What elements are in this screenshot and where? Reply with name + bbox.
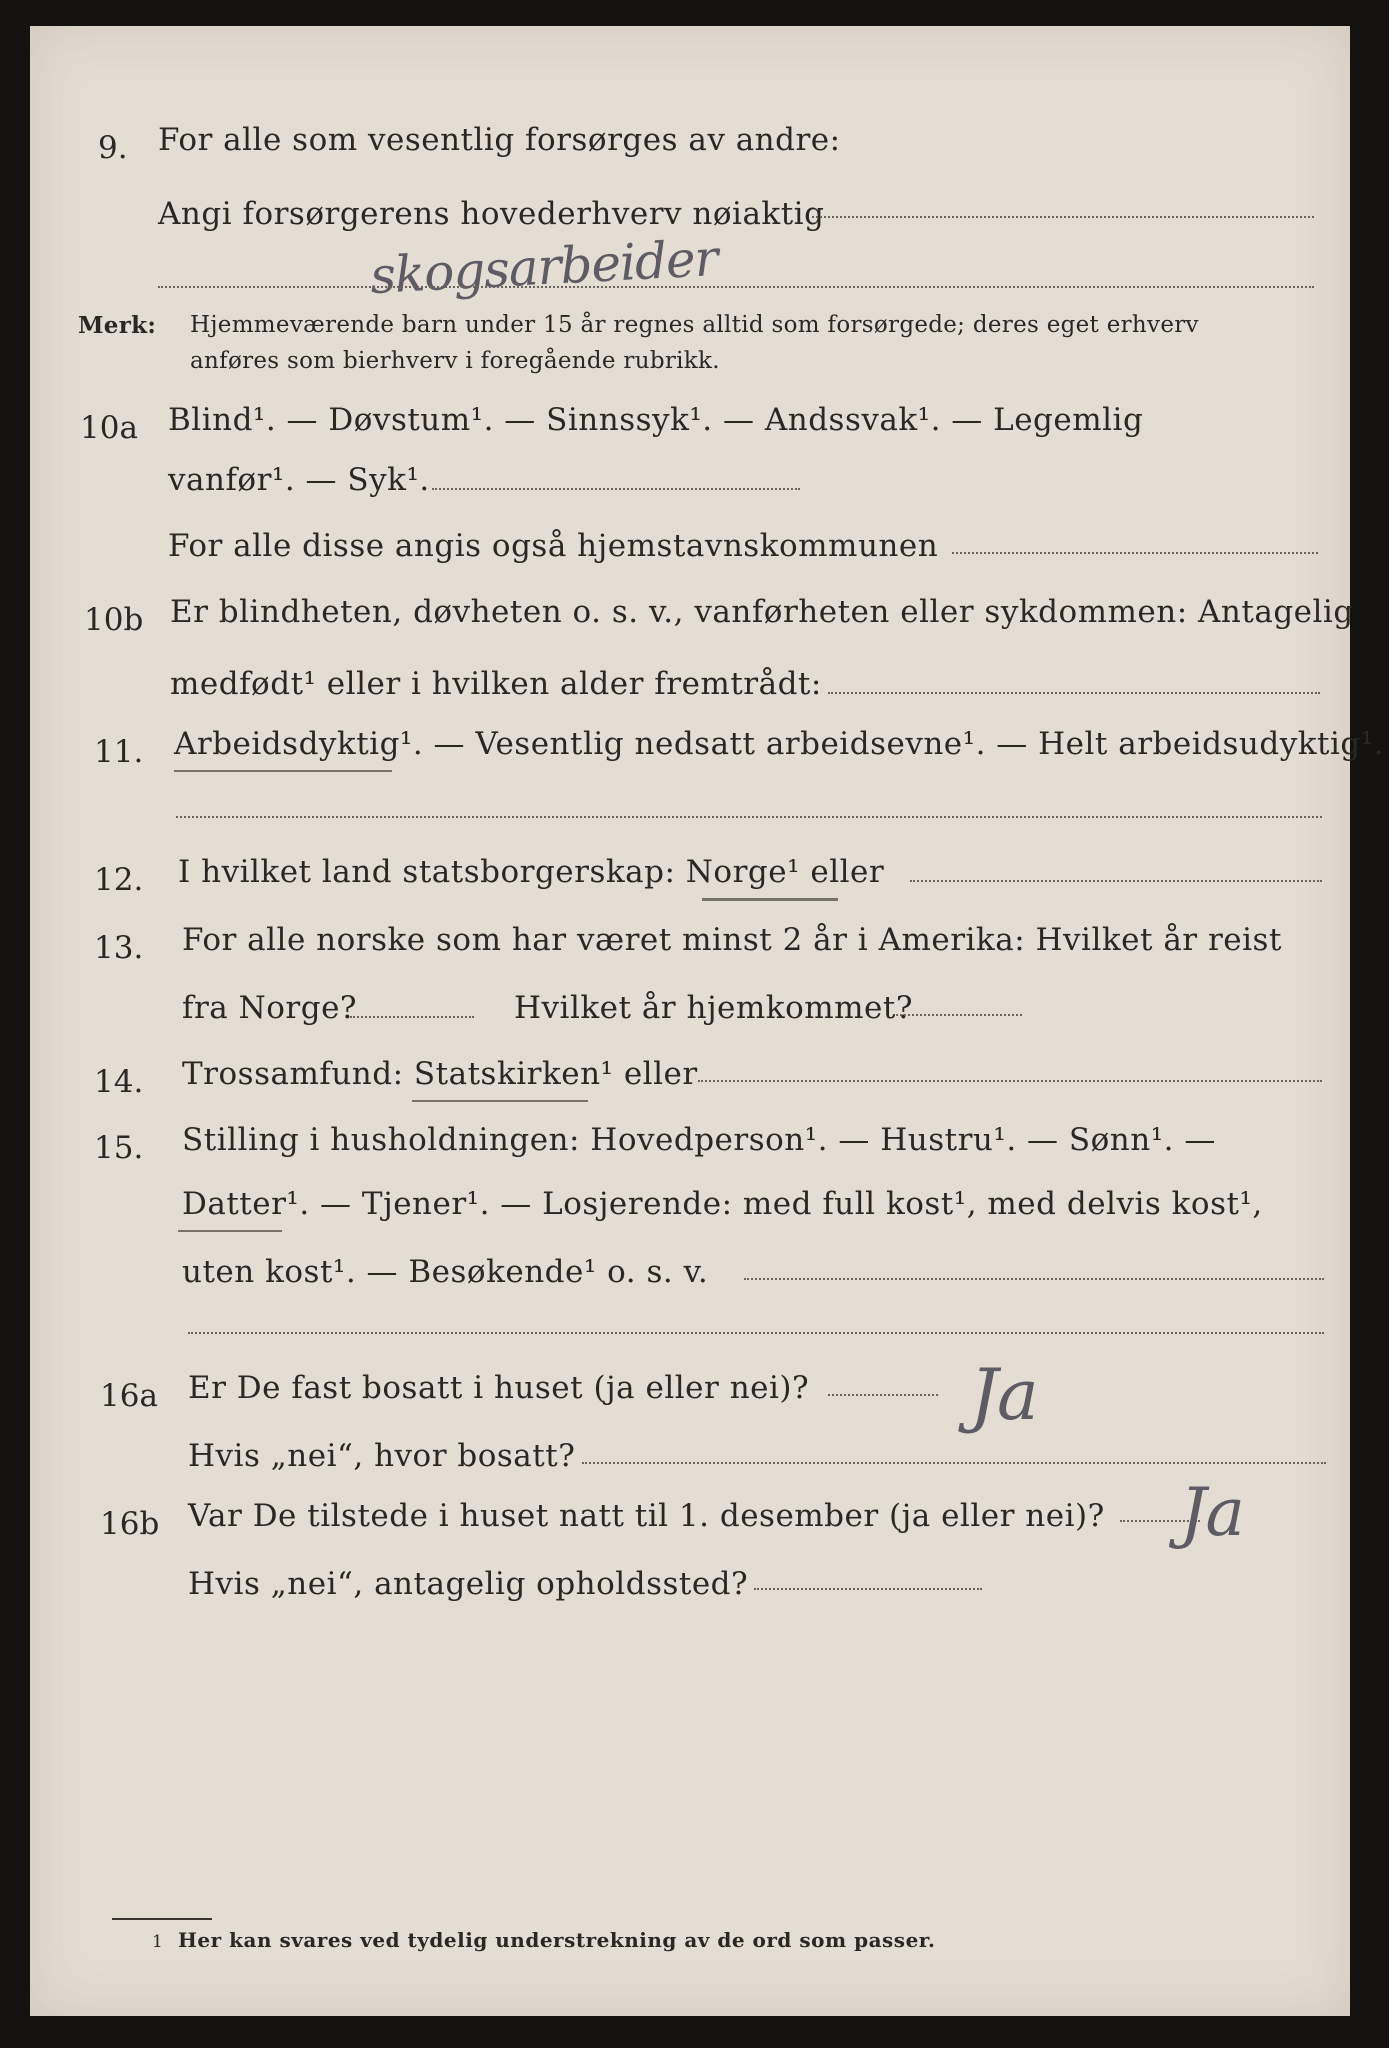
q14-number: 14. (94, 1064, 144, 1100)
q10a-line1: Blind¹. — Døvstum¹. — Sinnssyk¹. — Andssvak¹. — Legemlig (168, 402, 1144, 438)
footnote-mark: 1 (152, 1932, 164, 1952)
q16a-handwritten-answer: Ja (970, 1354, 1038, 1436)
q11-line1: Arbeidsdyktig¹. — Vesentlig nedsatt arbeidsevne¹. — Helt arbeidsudyktig¹. (174, 726, 1385, 762)
q12-number: 12. (94, 862, 144, 898)
q9-line2: Angi forsørgerens hovederhverv nøiaktig (158, 196, 825, 232)
census-form-page (30, 26, 1385, 2016)
q15-number: 15. (94, 1130, 144, 1166)
q12-dotted-line (910, 880, 1322, 882)
q16a-line2: Hvis „nei“, hvor bosatt? (188, 1438, 576, 1474)
q15-line1: Stilling i husholdningen: Hovedperson¹. — Hustru¹. — Sønn¹. — (182, 1122, 1216, 1158)
q10b-number: 10b (84, 602, 144, 638)
q13-line2b: Hvilket år hjemkommet? (514, 990, 913, 1026)
merk-line1: Hjemmeværende barn under 15 år regnes alltid som forsørgede; deres eget erhverv (190, 312, 1199, 338)
q13-number: 13. (94, 930, 144, 966)
footnote-rule (112, 1918, 212, 1920)
q15-line2: Datter¹. — Tjener¹. — Losjerende: med full kost¹, med delvis kost¹, (182, 1186, 1263, 1222)
q12-underline-norge (702, 898, 838, 901)
q15-underline-datter (178, 1230, 282, 1232)
q10a-number: 10a (80, 410, 138, 446)
q13-dotted-line-hjemkommet (896, 1014, 1022, 1016)
q9-handwritten-answer: skogsarbeider (368, 228, 719, 306)
q9-dotted-line (812, 216, 1314, 218)
q13-line1: For alle norske som har været minst 2 år i Amerika: Hvilket år reist (182, 922, 1282, 958)
q16b-line1: Var De tilstede i huset natt til 1. desember (ja eller nei)? (188, 1498, 1105, 1534)
q13-line2a: fra Norge? (182, 990, 358, 1026)
q16a-line1: Er De fast bosatt i huset (ja eller nei)? (188, 1370, 810, 1406)
merk-label: Merk: (78, 312, 157, 339)
q16b-handwritten-answer: Ja (1180, 1474, 1244, 1551)
q10b-line2: medfødt¹ eller i hvilken alder fremtrådt: (170, 666, 822, 702)
q16a-dotted-line (828, 1394, 938, 1396)
q10b-dotted-line (828, 692, 1320, 694)
q10a-dotted-line-2 (952, 552, 1318, 554)
q13-dotted-line-reist (350, 1016, 474, 1018)
q9-line1: For alle som vesentlig forsørges av andre: (158, 122, 841, 158)
q11-underline-arbeidsdyktig (174, 770, 392, 772)
q16b-number: 16b (100, 1506, 160, 1542)
q14-dotted-line (698, 1080, 1322, 1082)
q16b-line2: Hvis „nei“, antagelig opholdssted? (188, 1566, 749, 1602)
q12-line1: I hvilket land statsborgerskap: Norge¹ eller (178, 854, 885, 890)
merk-line2: anføres som bierhverv i foregående rubrikk. (190, 348, 720, 374)
q14-underline-statskirken (412, 1100, 588, 1102)
q16a-dotted-line-2 (582, 1462, 1326, 1464)
q10a-dotted-line (432, 488, 800, 490)
q10a-line3: For alle disse angis også hjemstavnskommunen (168, 528, 939, 564)
q15-answer-line (188, 1332, 1324, 1334)
q16a-number: 16a (100, 1378, 158, 1414)
q14-line1: Trossamfund: Statskirken¹ eller (182, 1056, 698, 1092)
q9-answer-line (158, 286, 1314, 288)
q15-dotted-line (744, 1278, 1324, 1280)
q10a-line2: vanfør¹. — Syk¹. (168, 462, 430, 498)
q10b-line1: Er blindheten, døvheten o. s. v., vanførheten eller sykdommen: Antagelig (170, 594, 1354, 630)
q11-answer-line (176, 816, 1322, 818)
q16b-dotted-line-2 (754, 1588, 982, 1590)
q9-number: 9. (98, 130, 128, 166)
q11-number: 11. (94, 734, 144, 770)
q15-line3: uten kost¹. — Besøkende¹ o. s. v. (182, 1254, 709, 1290)
footnote-text: Her kan svares ved tydelig understrekning av de ord som passer. (178, 1928, 936, 1952)
